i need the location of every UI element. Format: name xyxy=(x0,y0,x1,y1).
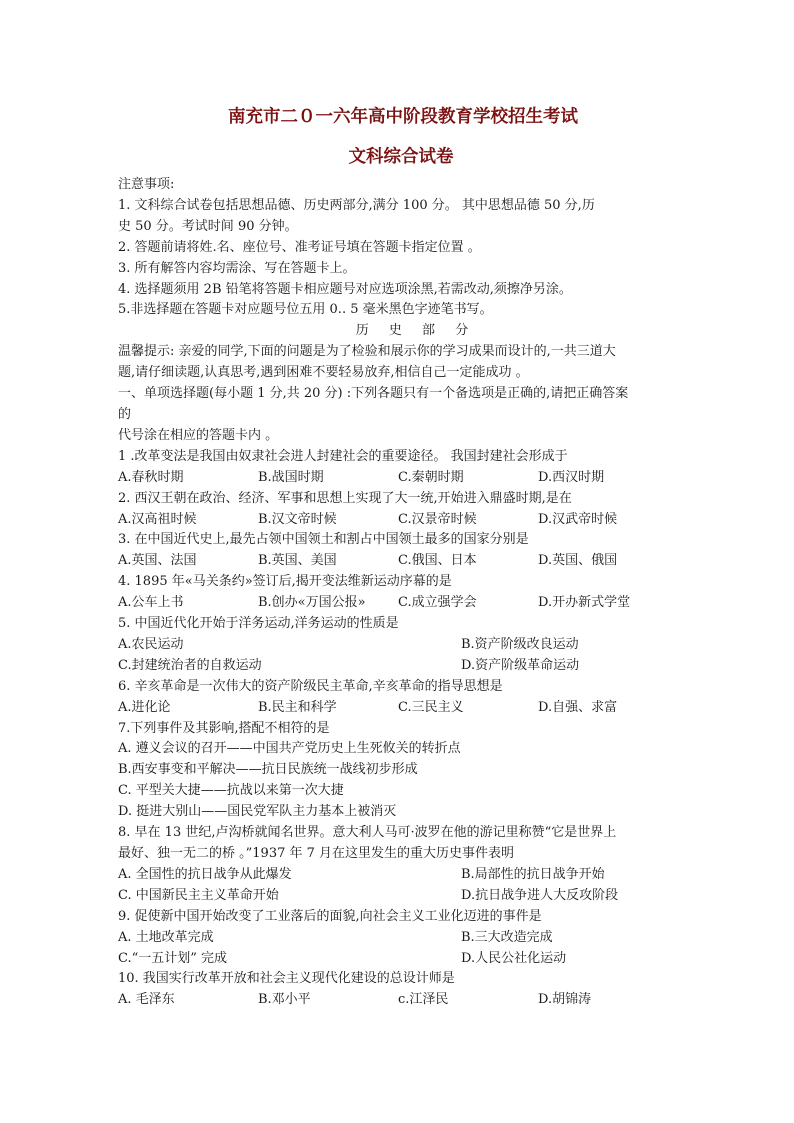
note-line: 5.非选择题在答题卡对应题号位五用 0.. 5 毫米黑色字迹笔书写。 xyxy=(118,302,493,318)
options-row xyxy=(118,635,684,656)
options-row xyxy=(118,551,684,572)
option-d: D.自强、求富 xyxy=(538,699,618,715)
options-row xyxy=(118,990,684,1011)
option-a: A. 遵义会议的召开——中国共产党历史上生死攸关的转折点 xyxy=(118,741,461,757)
option-b: B.民主和科学 xyxy=(258,699,337,715)
question-stem: 3. 在中国近代史上,最先占领中国领土和割占中国领土最多的国家分别是 xyxy=(118,532,529,548)
option-a: A. 全国性的抗日战争从此爆发 xyxy=(118,866,292,882)
option-d: D.抗日战争进人大反攻阶段 xyxy=(461,887,619,903)
option-d: D.胡锦涛 xyxy=(538,992,592,1008)
option-a: A.公车上书 xyxy=(118,595,184,611)
option-d: D.汉武帝时候 xyxy=(538,511,618,527)
question-stem: 8. 早在 13 世纪,卢沟桥就闻名世界。意大利人马可·波罗在他的游记里称赞“它是世界上 xyxy=(118,825,617,841)
option-a: A.农民运动 xyxy=(118,636,184,652)
options-row xyxy=(118,698,684,719)
note-line: 史 50 分。考试时间 90 分钟。 xyxy=(118,218,298,234)
option-c: C.俄国、日本 xyxy=(398,553,477,569)
option-d: D.英国、俄国 xyxy=(538,553,618,569)
question-stem-continued: 最好、独一无二的桥 。”1937 年 7 月在这里发生的重大历史事件表明 xyxy=(118,846,515,861)
part-intro-line: 代号涂在相应的答题卡内 。 xyxy=(118,427,279,443)
option-b: B.汉文帝时候 xyxy=(258,511,337,527)
question-stem: 5. 中国近代化开始于洋务运动,洋务运动的性质是 xyxy=(118,616,399,632)
option-c: C. 平型关大捷——抗战以来第一次大捷 xyxy=(118,783,344,799)
options-row xyxy=(118,928,684,949)
part-intro-line: 的 xyxy=(118,406,132,422)
option-c: C.秦朝时期 xyxy=(398,469,464,485)
tip-line: 温馨提示: 亲爱的同学,下面的问题是为了检验和展示你的学习成果而设计的,一共三道大 xyxy=(118,344,616,360)
note-line: 3. 所有解答内容均需涂、写在答题卡上。 xyxy=(118,260,356,276)
question-stem: 7.下列事件及其影响,搭配不相符的是 xyxy=(118,720,330,736)
option-c: c.江泽民 xyxy=(398,992,449,1008)
note-line: 4. 选择题须用 2B 铅笔将答题卡相应题号对应选项涂黑,若需改动,须擦净另涂。 xyxy=(118,281,572,297)
options-row xyxy=(118,510,684,531)
tip-line: 题,请仔细读题,认真思考,遇到困难不要轻易放弃,相信自己一定能成功 。 xyxy=(118,365,529,381)
option-b: B.资产阶级改良运动 xyxy=(461,636,579,652)
option-a: A. 土地改革完成 xyxy=(118,929,214,945)
question-stem: 6. 辛亥革命是一次伟大的资产阶级民主革命,辛亥革命的指导思想是 xyxy=(118,678,503,694)
section-heading: 历 史 部 分 xyxy=(355,323,477,339)
question-stem: 9. 促使新中国开始改变了工业落后的面貌,向社会主义工业化迈进的事件是 xyxy=(118,908,542,924)
option-b: B.西安事变和平解决——抗日民族统一战线初步形成 xyxy=(118,762,418,778)
option-b: B.局部性的抗日战争开始 xyxy=(461,866,605,882)
question-stem: 4. 1895 年«马关条约»签订后,揭开变法维新运动序幕的是 xyxy=(118,574,452,590)
option-a: A.春秋时期 xyxy=(118,469,184,485)
options-row xyxy=(118,593,684,614)
option-a: A.英国、法国 xyxy=(118,553,197,569)
option-b: B.创办«万国公报» xyxy=(258,595,366,611)
option-d: D.开办新式学堂 xyxy=(538,595,631,611)
options-row xyxy=(118,886,684,907)
question-stem: 10. 我国实行改革开放和社会主义现代化建设的总设计师是 xyxy=(118,971,455,987)
option-a: A.进化论 xyxy=(118,699,171,715)
exam-title: 南充市二０一六年高中阶段教育学校招生考试 xyxy=(228,107,578,127)
options-row xyxy=(118,949,684,970)
part-intro-line: 一、单项选择题(每小题 1 分,共 20 分) :下列各题只有一个备选项是正确的,请把正确答案 xyxy=(118,386,629,402)
notes-block xyxy=(118,175,684,321)
exam-page xyxy=(118,104,684,1011)
question-stem: 1 .改革变法是我国由奴隶社会进人封建社会的重要途径。 我国封建社会形成于 xyxy=(118,448,568,464)
option-a: A. 毛泽东 xyxy=(118,992,175,1008)
option-c: C.“一五计划” 完成 xyxy=(118,950,228,966)
options-row xyxy=(118,865,684,886)
options-row xyxy=(118,656,684,677)
option-c: C.三民主义 xyxy=(398,699,464,715)
option-b: B.三大改造完成 xyxy=(461,929,553,945)
option-d: D. 挺进大别山——国民党军队主力基本上被消灭 xyxy=(118,804,397,820)
option-b: B.战国时期 xyxy=(258,469,324,485)
option-d: D.人民公社化运动 xyxy=(461,950,567,966)
option-c: C.成立强学会 xyxy=(398,595,477,611)
option-d: D.资产阶级革命运动 xyxy=(461,657,580,673)
exam-subtitle: 文科综合试卷 xyxy=(348,147,454,167)
options-row xyxy=(118,468,684,489)
note-line: 2. 答题前请将姓.名、座位号、准考证号填在答题卡指定位置 。 xyxy=(118,239,481,255)
note-line: 1. 文科综合试卷包括思想品德、历史两部分,满分 100 分。 其中思想品德 50 分,历 xyxy=(118,197,595,213)
option-d: D.西汉时期 xyxy=(538,469,605,485)
option-a: A.汉高祖时候 xyxy=(118,511,197,527)
option-b: B.邓小平 xyxy=(258,992,311,1008)
option-c: C.汉景帝时候 xyxy=(398,511,477,527)
question-stem: 2. 西汉王朝在政治、经济、军事和思想上实现了大一统,开始进入鼎盛时期,是在 xyxy=(118,490,572,506)
notes-heading: 注意事项: xyxy=(118,177,175,192)
option-b: B.英国、美国 xyxy=(258,553,337,569)
option-c: C. 中国新民主主义革命开始 xyxy=(118,887,279,903)
option-c: C.封建统治者的自救运动 xyxy=(118,657,262,673)
